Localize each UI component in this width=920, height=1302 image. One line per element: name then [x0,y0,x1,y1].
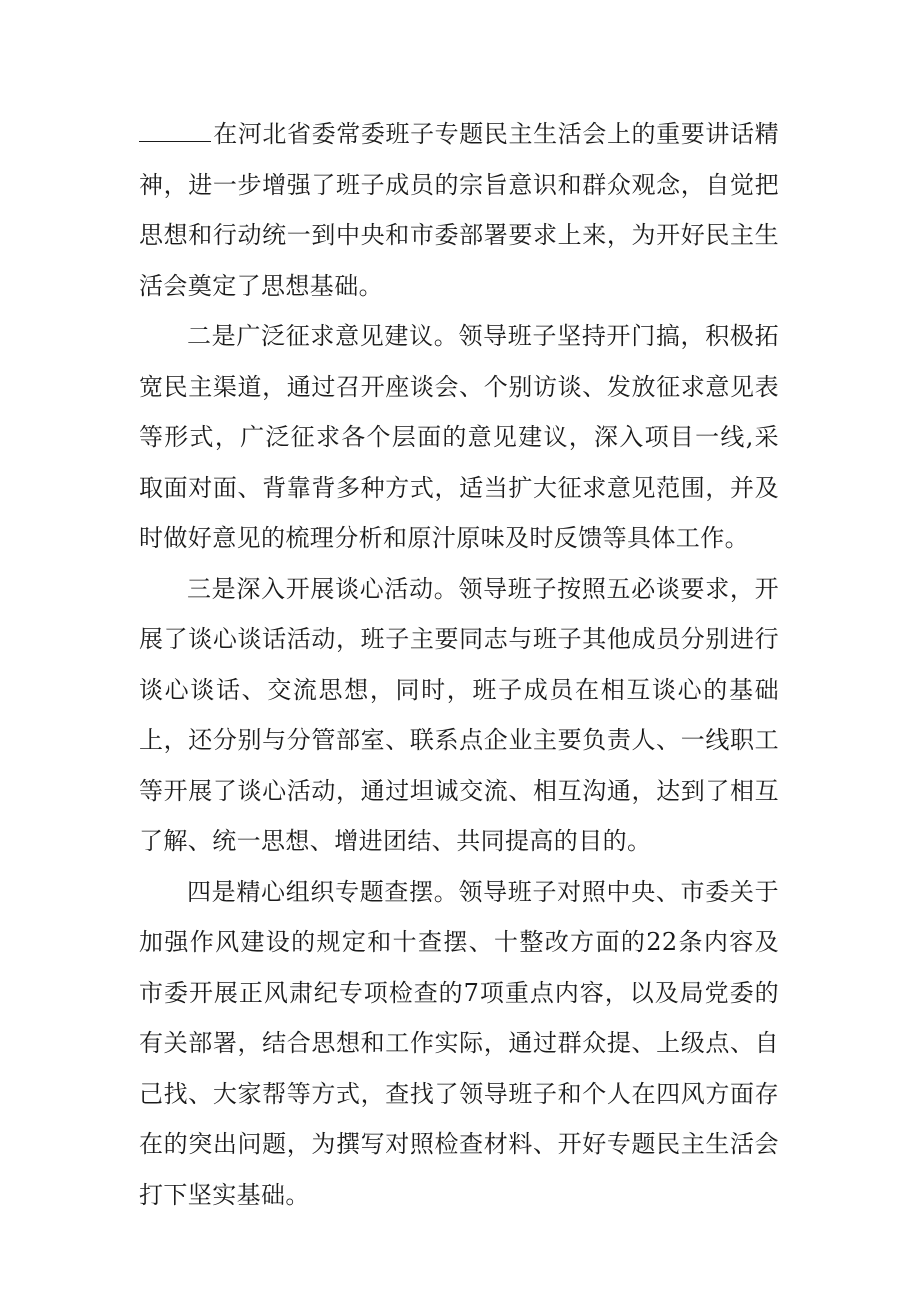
paragraph-heart-to-heart-talks: 三是深入开展谈心活动。领导班子按照五必谈要求，开展了谈心谈话活动，班子主要同志与班子其他成员分别进行谈心谈话、交流思想，同时，班子成员在相互谈心的基础上，还分别与分管部室、联系点企业主要负责人、一线职工等开展了谈心活动，通过坦诚交流、相互沟通，达到了相互了解、统一思想、增进团结、共同提高的目的。 [139,574,779,855]
paragraph-solicit-opinions: 二是广泛征求意见建议。领导班子坚持开门搞，积极拓宽民主渠道，通过召开座谈会、个别访谈、发放征求意见表等形式，广泛征求各个层面的意见建议，深入项目一线,采取面对面、背靠背多种方式，适当扩大征求意见范围，并及时做好意见的梳理分析和原汁原味及时反馈等具体工作。 [139,322,779,552]
paragraph-continuation [139,109,779,311]
fill-in-blank [139,121,211,142]
paragraph-text: 在河北省委常委班子专题民主生活会上的重要讲话精神，进一步增强了班子成员的宗旨意识和群众观念，自觉把思想和行动统一到中央和市委部署要求上来，为开好民主生活会奠定了思想基础。 [139,120,779,300]
paragraph-special-review: 四是精心组织专题查摆。领导班子对照中央、市委关于加强作风建设的规定和十查摆、十整改方面的22条内容及市委开展正风肃纪专项检查的7项重点内容，以及局党委的有关部署，结合思想和工作实际，通过群众提、上级点、自己找、大家帮等方式，查找了领导班子和个人在四风方面存在的突出问题，为撰写对照检查材料、开好专题民主生活会打下坚实基础。 [139,877,779,1209]
document-body [139,109,779,1220]
